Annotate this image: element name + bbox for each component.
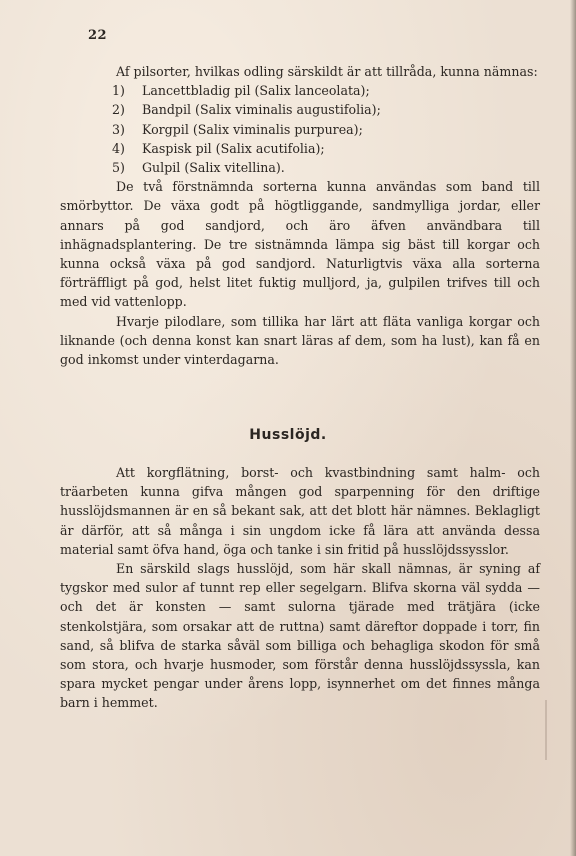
shoe-sewing-paragraph: En särskild slags husslöjd, som här skall nämnas, är syning af tygskor med sulor af tunnt rep eller segelgarn. Blifva skorna väl sydda — och det är konsten — samt sulorna tjärade med trätjära (icke stenkolstjära, som orsakar att de ruttna) samt däreftor doppade i torr, fin sand, så blifva de starka såväl som billiga och behagliga skodon för små som stora, och hvarje husmoder, som förstår denna husslöjdssyssla, kan spara mycket pengar under årens lopp, isynnerhet om det finnes många barn i hemmet. bbox=[60, 561, 540, 711]
list-item-text: Lancettbladig pil (Salix lanceolata); bbox=[142, 83, 370, 99]
list-item bbox=[60, 158, 540, 177]
list-item bbox=[60, 120, 540, 139]
page-number: 22 bbox=[88, 28, 108, 43]
husslojd-intro-paragraph: Att korgflätning, borst- och kvastbindning samt halm- och träarbeten kunna gifva mången god sparpenning för den driftige husslöjdsmannen är en så bekant sak, att det blott här nämnes. Beklagligt är därför, att så många i sin ungdom icke få lära att använda dessa material samt öfva hand, öga och tanke i sin fritid på husslöjdssysslor. bbox=[60, 465, 540, 557]
list-item-number: 4) bbox=[112, 140, 125, 156]
list-item bbox=[60, 100, 540, 119]
list-item-text: Bandpil (Salix viminalis augustifolia); bbox=[142, 102, 381, 118]
list-item-number: 3) bbox=[112, 121, 125, 137]
basket-income-paragraph: Hvarje pilodlare, som tillika har lärt att fläta vanliga korgar och liknande (och denna konst kan snart läras af dem, som ha lust), kan få en god inkomst under vinterdagarna. bbox=[60, 313, 540, 368]
willow-uses-paragraph: De två förstnämnda sorterna kunna användas som band till smörbyttor. De växa godt på högtliggande, sandmylliga jordar, eller annars på god sandjord, och äro äfven användbara till inhägnadsplantering. De tre sistnämnda lämpa sig bäst till korgar och kunna också växa på god sandjord. Naturligtvis växa alla sorterna förträffligt på god, helst litet fuktig mulljord, ja, gulpilen trifves till och med vid vattenlopp. bbox=[60, 179, 540, 310]
list-item-number: 1) bbox=[112, 83, 125, 99]
intro-paragraph: Af pilsorter, hvilkas odling särskildt är att tillråda, kunna nämnas: bbox=[116, 64, 538, 79]
list-item-text: Kaspisk pil (Salix acutifolia); bbox=[142, 140, 325, 156]
willow-section bbox=[60, 62, 540, 369]
list-item bbox=[60, 139, 540, 158]
husslojd-section bbox=[60, 463, 540, 713]
section-heading: Husslöjd. bbox=[249, 427, 327, 443]
list-item-text: Gulpil (Salix vitellina). bbox=[142, 160, 285, 176]
list-item-number: 5) bbox=[112, 160, 125, 176]
list-item-text: Korgpil (Salix viminalis purpurea); bbox=[142, 121, 363, 137]
list-item bbox=[60, 81, 540, 100]
list-item-number: 2) bbox=[112, 102, 125, 118]
paper-smudge bbox=[545, 700, 547, 760]
